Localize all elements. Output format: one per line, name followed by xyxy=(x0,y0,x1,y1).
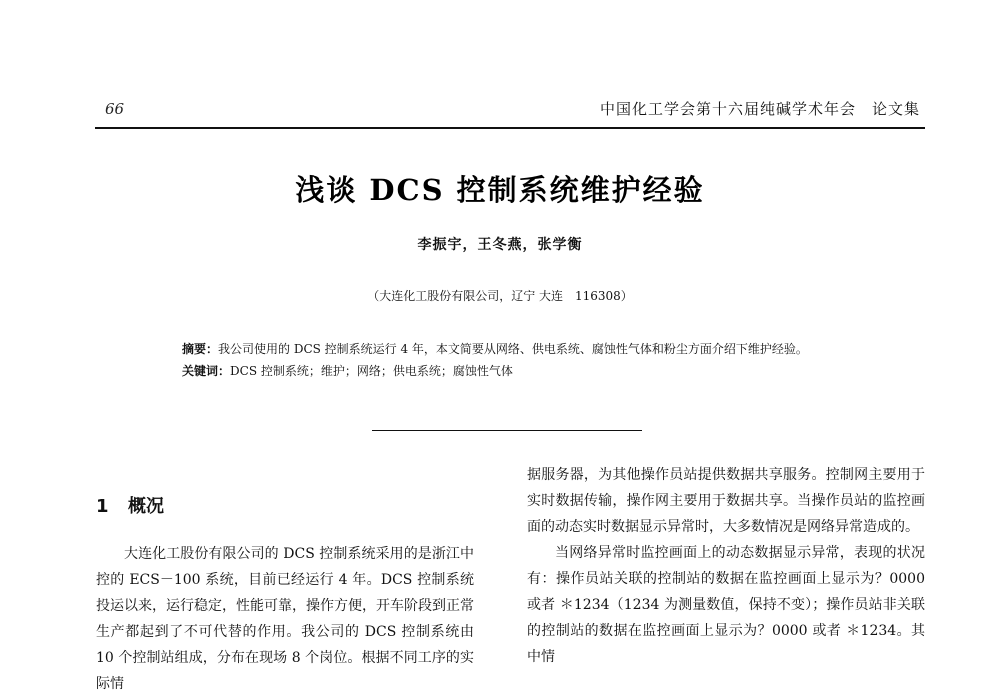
section-title: 概况 xyxy=(128,496,164,517)
header-rule xyxy=(95,127,925,129)
keywords xyxy=(182,360,862,382)
section-heading xyxy=(96,492,164,518)
running-title: 中国化工学会第十六届纯碱学术年会 论文集 xyxy=(599,100,920,118)
abstract xyxy=(182,338,862,360)
abstract-text: 我公司使用的 DCS 控制系统运行 4 年，本文简要从网络、供电系统、腐蚀性气体和粉尘方面介绍下维护经验。 xyxy=(218,342,808,356)
paper-affiliation: （大连化工股份有限公司，辽宁 大连 116308） xyxy=(367,289,633,303)
paper-title: 浅谈 DCS 控制系统维护经验 xyxy=(295,173,705,207)
body-paragraph: 大连化工股份有限公司的 DCS 控制系统采用的是浙江中控的 ECS－100 系统，目前已经运行 4 年。DCS 控制系统投运以来，运行稳定，性能可靠，操作方便，开车阶段到正常生产都起到了不可代替的作用。我公司的 DCS 控制系统由 10 个控制站组成，分布在现场 8 个岗位。根据不同工序的实际情 xyxy=(96,546,474,692)
paper-authors: 李振宇，王冬燕，张学衡 xyxy=(417,237,583,253)
right-column xyxy=(527,462,925,670)
keywords-label: 关键词： xyxy=(182,364,231,378)
body-paragraph-continued: 据服务器，为其他操作员站提供数据共享服务。控制网主要用于实时数据传输，操作网主要用于数据共享。当操作员站的监控画面的动态实时数据显示异常时，大多数情况是网络异常造成的。 xyxy=(527,467,925,535)
body-paragraph: 当网络异常时监控画面上的动态数据显示异常，表现的状况有：操作员站关联的控制站的数据在监控画面上显示为？0000 或者 ＊1234（1234 为测量数值，保持不变）；操作员站非关联的控制站的数据在监控画面上显示为？0000 或者 ＊1234。其中情 xyxy=(527,545,925,665)
section-number: 1 xyxy=(96,496,109,517)
abstract-divider xyxy=(372,430,642,431)
keywords-text: DCS 控制系统；维护；网络；供电系统；腐蚀性气体 xyxy=(230,364,513,378)
abstract-label: 摘要： xyxy=(182,342,219,356)
page-number: 66 xyxy=(105,100,125,118)
left-column xyxy=(96,541,474,697)
abstract-block xyxy=(182,338,862,382)
